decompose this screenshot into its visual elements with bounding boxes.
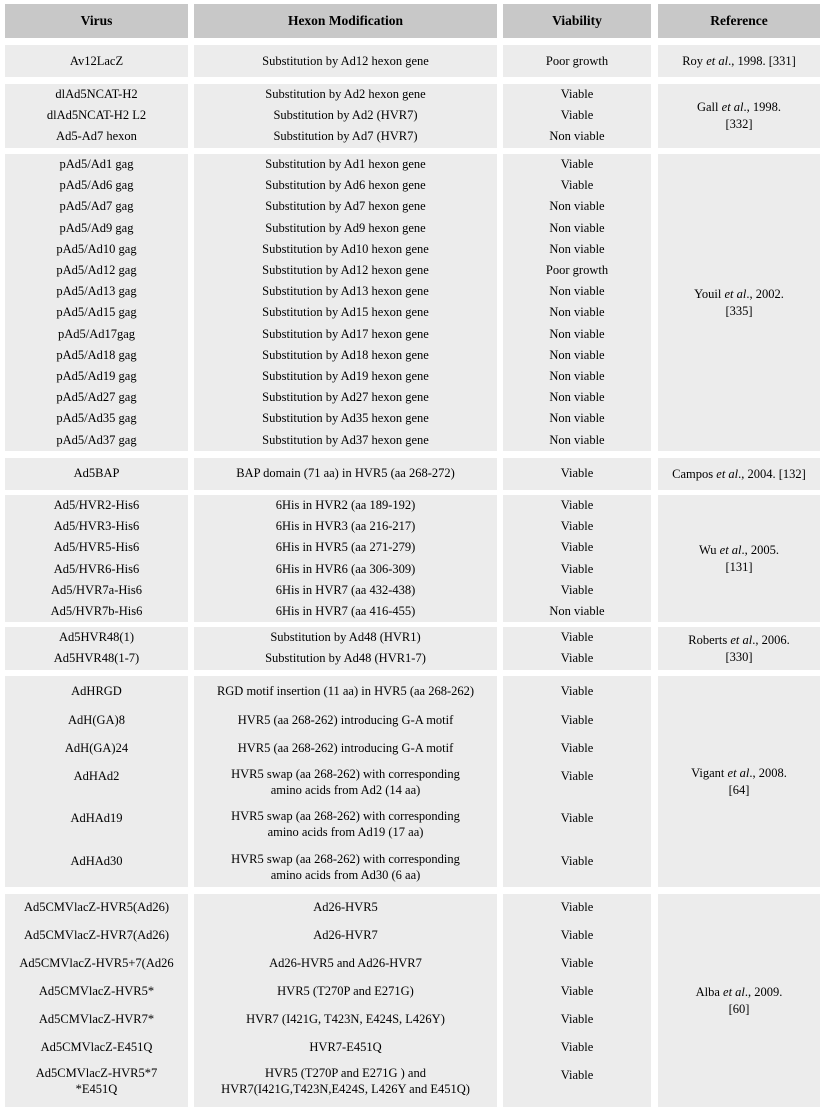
hexon-modification: Substitution by Ad13 hexon gene [262,284,429,299]
virus-name: pAd5/Ad1 gag [59,157,134,171]
viability-value: Non viable [549,390,605,405]
cell-virus [5,495,188,622]
hexon-modification: Ad26-HVR5 [313,900,378,914]
hexon-modification-line2: amino acids from Ad19 (17 aa) [267,825,424,839]
cell-virus [5,154,188,451]
cell-viab [503,495,651,622]
header-virus: Virus [5,4,188,38]
viability-value: Viable [560,956,594,970]
hexon-modification: HVR7-E451Q [309,1040,382,1054]
hexon-modification: Ad26-HVR7 [313,928,378,942]
viability-value: Non viable [549,129,605,143]
header-hexon-modification: Hexon Modification [194,4,497,38]
viability-value: Viable [560,1012,594,1026]
hexon-modification-line1: HVR5 swap (aa 268-262) with corresponding [231,809,460,823]
hexon-modification: Substitution by Ad6 hexon gene [265,178,426,193]
virus-name: pAd5/Ad19 gag [56,369,137,383]
reference-year: ., 1998. [331] [728,53,796,68]
viability-value: Viable [560,984,594,998]
cell-ref [658,154,820,451]
reference-author: Wu [698,542,717,557]
hexon-modification: HVR5 (aa 268-262) introducing G-A motif [237,713,454,727]
group-8 [5,894,820,1107]
hexon-modification: Substitution by Ad2 (HVR7) [273,108,418,122]
virus-name: Ad5CMVlacZ-HVR7(Ad26) [23,928,170,942]
cell-mod [194,458,497,490]
virus-name: pAd5/Ad18 gag [56,347,137,362]
reference-et-al: et al [723,984,745,999]
reference-et-al: et al [721,100,744,114]
reference-citation [658,676,820,887]
cell-mod [194,627,497,670]
virus-name: Ad5/HVR6-His6 [53,561,140,576]
hexon-modification: Substitution by Ad35 hexon gene [262,411,429,426]
virus-name: dlAd5NCAT-H2 L2 [46,108,147,122]
viability-value: Viable [560,561,594,576]
cell-ref [658,894,820,1107]
viability-value: Viable [560,811,594,825]
reference-line1 [694,286,784,303]
virus-name: AdH(GA)24 [64,741,129,755]
virus-name: AdHRGD [71,684,122,698]
hexon-modification: 6His in HVR5 (aa 271-279) [275,540,416,555]
hexon-modification: Substitution by Ad12 hexon gene [262,54,429,68]
virus-name: pAd5/Ad37 gag [56,432,137,447]
hexon-modification: 6His in HVR3 (aa 216-217) [275,519,416,534]
reference-year: ., 2002. [746,286,784,301]
cell-ref [658,84,820,148]
virus-name: pAd5/Ad35 gag [56,411,137,426]
reference-citation [658,45,820,77]
cell-ref [658,627,820,670]
reference-line1 [672,466,806,483]
viability-value: Viable [560,582,594,597]
viability-value: Viable [560,741,594,755]
reference-citation [658,894,820,1107]
cell-ref [658,458,820,490]
hexon-modification-line2: HVR7(I421G,T423N,E424S, L426Y and E451Q) [221,1082,470,1096]
hexon-modification-line1: HVR5 (T270P and E271G ) and [265,1066,426,1080]
viability-value: Viable [560,651,594,665]
cell-viab [503,676,651,887]
viability-value: Viable [560,1068,594,1082]
virus-name [5,1065,188,1105]
reference-year: ., 2004. [132] [738,466,806,481]
virus-name: AdHAd19 [70,811,123,825]
virus-name-line2: *E451Q [75,1082,118,1096]
reference-citation [658,458,820,490]
cell-mod [194,45,497,77]
virus-name: pAd5/Ad15 gag [56,305,137,320]
viability-value: Non viable [549,347,605,362]
reference-et-al: et al [730,632,753,647]
viability-value: Non viable [549,604,605,618]
reference-et-al: et al [706,53,729,68]
reference-line2: [64] [728,782,750,797]
viability-value: Poor growth [545,54,609,68]
virus-name: Ad5CMVlacZ-HVR7* [38,1012,155,1026]
virus-name: Ad5/HVR3-His6 [53,519,140,534]
virus-name: Ad5CMVlacZ-HVR5(Ad26) [23,900,170,914]
hexon-modification: Substitution by Ad19 hexon gene [262,369,429,383]
virus-name: pAd5/Ad6 gag [59,178,134,193]
viability-value: Viable [560,713,594,727]
virus-name: dlAd5NCAT-H2 [55,87,138,101]
hexon-modification-line1: HVR5 swap (aa 268-262) with corresponding [231,767,460,781]
reference-author: Alba [695,984,720,999]
reference-year: ., 2008. [749,765,787,780]
hexon-modification: Substitution by Ad18 hexon gene [262,347,429,362]
reference-line1 [682,53,796,70]
reference-et-al: et al [724,286,747,301]
hexon-modification [194,1065,497,1105]
viability-value: Viable [560,157,594,171]
viability-value: Non viable [549,369,605,383]
cell-viab [503,154,651,451]
virus-name: Ad5CMVlacZ-HVR5+7(Ad26 [19,956,174,970]
hexon-modification: Substitution by Ad27 hexon gene [262,390,429,405]
hexon-modification-line2: amino acids from Ad30 (6 aa) [270,868,421,882]
hexon-modification: 6His in HVR7 (aa 416-455) [275,604,416,618]
hexon-modification: BAP domain (71 aa) in HVR5 (aa 268-272) [236,466,455,480]
cell-virus [5,45,188,77]
hexon-modification-line1: HVR5 swap (aa 268-262) with corresponding [231,852,460,866]
virus-name: Ad5CMVlacZ-E451Q [40,1040,153,1054]
viability-value: Viable [560,769,594,783]
virus-name: Ad5HVR48(1) [59,630,134,644]
hexon-modification: Substitution by Ad12 hexon gene [262,263,429,277]
viability-value: Viable [560,466,594,480]
cell-virus [5,627,188,670]
viability-value: Non viable [549,284,605,299]
viability-value: Non viable [549,305,605,320]
virus-name: pAd5/Ad12 gag [56,263,137,277]
reference-author: Campos [672,466,714,481]
virus-name: pAd5/Ad13 gag [56,284,137,299]
reference-line1 [696,984,783,1001]
cell-ref [658,45,820,77]
viability-value: Viable [560,900,594,914]
group-3 [5,154,820,451]
reference-line2: [332] [725,117,753,131]
viability-value: Non viable [549,326,605,341]
viability-value: Non viable [549,432,605,447]
hexon-modification: Substitution by Ad37 hexon gene [262,432,429,447]
viability-value: Viable [560,854,594,868]
group-6 [5,627,820,670]
viability-value: Viable [560,684,594,698]
virus-name: Ad5/HVR5-His6 [53,540,140,555]
hexon-modification: Substitution by Ad15 hexon gene [262,305,429,320]
cell-viab [503,627,651,670]
virus-name: AdH(GA)8 [68,713,125,727]
reference-et-al: et al [716,466,739,481]
virus-name-line1: Ad5CMVlacZ-HVR5*7 [35,1066,158,1080]
group-7 [5,676,820,887]
virus-name: Ad5/HVR7a-His6 [51,582,142,597]
virus-name: Ad5CMVlacZ-HVR5* [38,984,155,998]
group-1 [5,45,820,77]
virus-name: pAd5/Ad17gag [57,326,136,341]
reference-line1 [697,99,781,116]
reference-line1 [699,542,779,559]
reference-year: ., 2006. [752,632,790,647]
viability-value: Viable [560,928,594,942]
hexon-modification: HVR5 (T270P and E271G) [277,984,414,998]
group-4 [5,458,820,490]
hexon-modification: Substitution by Ad48 (HVR1) [270,630,421,644]
hexon-modification: HVR7 (I421G, T423N, E424S, L426Y) [246,1012,445,1026]
cell-viab [503,894,651,1107]
reference-line2: [131] [725,559,753,574]
cell-viab [503,458,651,490]
reference-citation [658,627,820,670]
virus-name: pAd5/Ad10 gag [56,241,137,256]
virus-name: Ad5-Ad7 hexon [56,129,137,143]
reference-et-al: et al [727,765,750,780]
viability-value: Viable [560,630,594,644]
cell-ref [658,495,820,622]
header-reference: Reference [658,4,820,38]
hexon-modification: HVR5 (aa 268-262) introducing G-A motif [237,741,454,755]
hexon-modification: Substitution by Ad10 hexon gene [262,241,429,256]
hexon-modification: 6His in HVR7 (aa 432-438) [275,582,416,597]
viability-value: Viable [560,519,594,534]
reference-author: Youil [694,286,722,301]
reference-line2: [335] [725,303,753,318]
hexon-modification: Substitution by Ad17 hexon gene [262,326,429,341]
virus-name: pAd5/Ad7 gag [59,199,134,214]
hexon-modification: RGD motif insertion (11 aa) in HVR5 (aa 268-262) [216,684,475,698]
viability-value: Viable [560,540,594,555]
viability-value: Non viable [549,411,605,426]
hexon-modification: 6His in HVR6 (aa 306-309) [275,561,416,576]
cell-mod [194,894,497,1107]
virus-name: pAd5/Ad9 gag [59,220,134,235]
reference-author: Vigant [691,765,725,780]
cell-virus [5,894,188,1107]
reference-line2: [60] [728,1001,750,1016]
viability-value: Viable [560,108,594,122]
cell-virus [5,84,188,148]
virus-name: Ad5BAP [73,466,120,480]
reference-year: ., 2009. [744,984,783,999]
reference-year: ., 1998. [743,100,782,114]
group-2 [5,84,820,148]
reference-citation [658,154,820,451]
reference-line1 [688,632,789,649]
cell-virus [5,676,188,887]
hexon-modification-line2: amino acids from Ad2 (14 aa) [270,783,421,797]
hexon-modification [194,851,497,893]
reference-author: Roberts [688,632,728,647]
reference-citation [658,495,820,622]
reference-citation [658,84,820,148]
cell-mod [194,676,497,887]
viability-value: Poor growth [545,263,609,277]
viability-value: Non viable [549,199,605,214]
cell-mod [194,84,497,148]
header-viability: Viability [503,4,651,38]
cell-viab [503,84,651,148]
reference-line2: [330] [725,649,753,664]
viability-value: Viable [560,1040,594,1054]
hexon-modification: Substitution by Ad7 hexon gene [265,199,426,214]
reference-author: Gall [696,100,719,114]
hexon-modification: Substitution by Ad48 (HVR1-7) [265,651,426,665]
virus-name: Ad5HVR48(1-7) [53,651,140,665]
reference-line1 [691,765,787,782]
viability-value: Non viable [549,220,605,235]
virus-name: pAd5/Ad27 gag [56,390,137,405]
hexon-modification [194,808,497,850]
viability-value: Non viable [549,241,605,256]
hexon-modification: 6His in HVR2 (aa 189-192) [275,498,416,512]
viability-value: Viable [560,178,594,193]
virus-name: AdHAd30 [70,854,123,868]
hexon-modification: Substitution by Ad9 hexon gene [265,220,426,235]
viability-value: Viable [560,498,594,512]
virus-name: AdHAd2 [73,769,120,783]
group-5 [5,495,820,622]
virus-name: Ad5/HVR7b-His6 [50,604,143,618]
hexon-modification: Substitution by Ad2 hexon gene [265,87,426,101]
reference-year: ., 2005. [741,542,780,557]
cell-virus [5,458,188,490]
reference-author: Roy [682,53,704,68]
cell-viab [503,45,651,77]
cell-mod [194,495,497,622]
hexon-modification [194,766,497,808]
cell-mod [194,154,497,451]
hexon-modification: Substitution by Ad7 (HVR7) [273,129,418,143]
hexon-modification: Ad26-HVR5 and Ad26-HVR7 [269,956,422,970]
reference-et-al: et al [719,542,742,557]
cell-ref [658,676,820,887]
virus-name: Ad5/HVR2-His6 [53,498,140,512]
viability-value: Viable [560,87,594,101]
hexon-modification: Substitution by Ad1 hexon gene [265,157,426,171]
virus-name: Av12LacZ [69,54,124,68]
